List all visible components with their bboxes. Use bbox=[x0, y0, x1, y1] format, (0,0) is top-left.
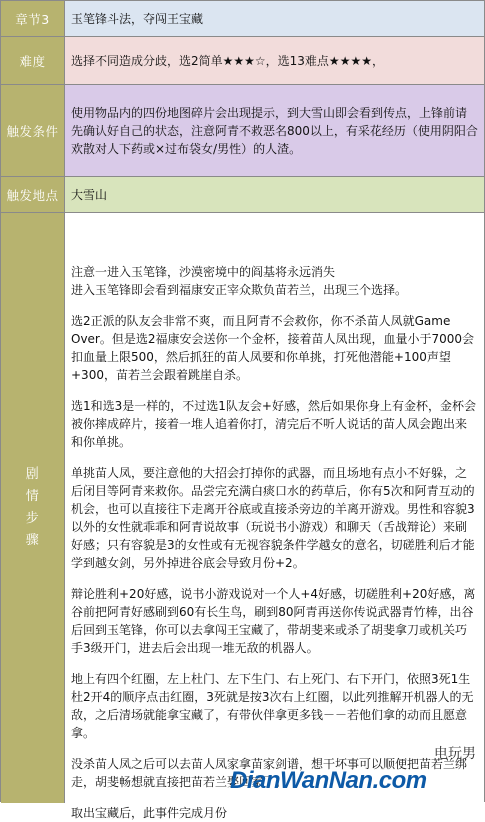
plot-paragraph: 单挑苗人凤，要注意他的大招会打掉你的武器，而且场地有点小不好躲，之后闭目等阿青来救你。品尝完充满白痰口水的药草后，你有5次和阿青互动的机会，也可以直接往下走离开谷底或直接杀旁边的羊离开游戏。男性和容貌3以外的女性就乖乖和阿青说故事（玩说书小游戏）和聊天（舌战辩论）来刷好感；只有容貌是3的女性或有无视容貌条件学越女的意名，切磋胜利后才能学到越女剑，另外掉进谷底会导致月份+2。 bbox=[71, 466, 475, 570]
plot-label-char: 骤 bbox=[25, 533, 40, 548]
plot-label-char: 剧 bbox=[25, 467, 40, 482]
trigger-condition-row bbox=[1, 85, 484, 177]
difficulty-label: 难度 bbox=[1, 37, 65, 84]
watermark-cn: 电玩男 bbox=[434, 746, 476, 762]
chapter-label: 章节3 bbox=[1, 1, 65, 36]
plot-paragraph: 没杀苗人凤之后可以去苗人凤家拿苗家剑谱，想干坏事可以顺便把苗若兰绑走，胡斐畅想就直接把苗若兰娶回家了。 bbox=[71, 757, 468, 789]
plot-content bbox=[65, 213, 484, 820]
chapter-value: 玉笔锋斗法，夺闯王宝藏 bbox=[65, 1, 484, 36]
plot-paragraph: 选2正派的队友会非常不爽，而且阿青不会救你，你不杀苗人凤就Game Over。但是选2福康安会送你一个金杯，接着苗人凤出现，血量小于7000会扣血量上限500，然后抓狂的苗人凤要和你单挑，打死他潜能+100声望+300，苗若兰会跟着跳崖自杀。 bbox=[71, 314, 475, 382]
difficulty-value: 选择不同造成分歧，选2简单★★★☆，选13难点★★★★， bbox=[65, 37, 484, 84]
plot-row bbox=[1, 213, 484, 820]
plot-paragraph: 注意一进入玉笔锋，沙漠密境中的阎基将永远消失 进入玉笔锋即会看到福康安正宰众欺负苗若兰，出现三个选择。 bbox=[71, 265, 408, 297]
plot-paragraph: 辩论胜利+20好感，说书小游戏说对一个人+4好感，切磋胜利+20好感，离谷前把阿青好感刷到60有长生鸟，刷到80阿青再送你传说武器青竹棒，出谷后回到玉笔锋，你可以去拿闯王宝藏了，带胡斐来或杀了胡斐拿刀或机关巧手3级开门，进去后会出现一堆无敌的机器人。 bbox=[71, 587, 476, 655]
plot-label-char: 步 bbox=[25, 511, 40, 526]
difficulty-row bbox=[1, 37, 484, 85]
trigger-location-row bbox=[1, 177, 484, 213]
trigger-condition-value: 使用物品内的四份地图碎片会出现提示，到大雪山即会看到传点，上锋前请先确认好自己的状态，注意阿青不救恶名800以上，有采花经历（使用阴阳合欢散对人下药或×过布袋女/男性）的人渣。 bbox=[65, 85, 484, 176]
plot-paragraph: 选1和选3是一样的，不过选1队友会+好感，然后如果你身上有金杯，金杯会被你摔成碎片，接着一堆人追着你打，清完后不听人说话的苗人凤会跑出来和你单挑。 bbox=[71, 399, 476, 449]
trigger-condition-label: 触发条件 bbox=[1, 85, 65, 176]
plot-label-char: 情 bbox=[25, 489, 40, 504]
plot-label bbox=[1, 213, 65, 803]
watermark-text: DianWanNan.com bbox=[230, 767, 427, 794]
chapter-row bbox=[1, 1, 484, 37]
trigger-location-value: 大雪山 bbox=[65, 177, 484, 212]
plot-paragraph: 取出宝藏后，此事件完成月份 bbox=[71, 806, 228, 820]
trigger-location-label: 触发地点 bbox=[1, 177, 65, 212]
plot-paragraph: 地上有四个红圈，左上杜门、左下生门、右上死门、右下开门，依照3死1生杜2开4的顺序点击红圈，3死就是按3次右上红圈，以此列推解开机器人的无敌，之后清场就能拿宝藏了，有带伙伴拿更多钱－－若他们拿的动而且愿意拿。 bbox=[71, 672, 474, 740]
